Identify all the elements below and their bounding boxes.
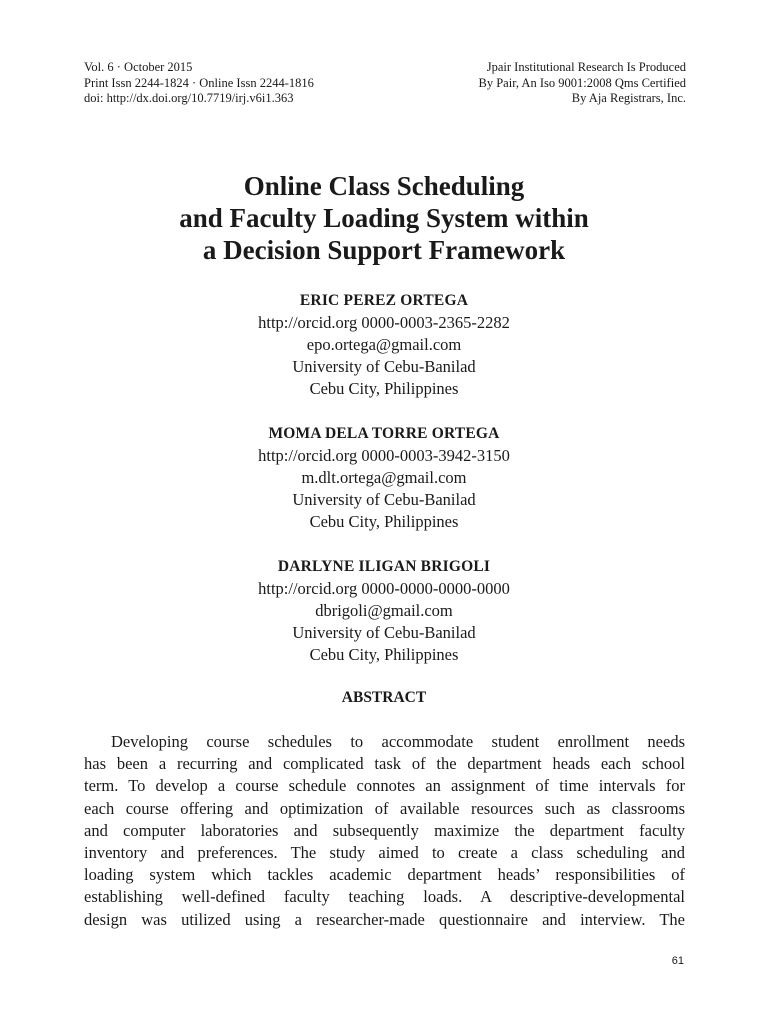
doi-line: doi: http://dx.doi.org/10.7719/irj.v6i1.363 (84, 91, 294, 105)
issn-line: Print Issn 2244-1824 · Online Issn 2244-1816 (84, 75, 314, 90)
author-email: dbrigoli@gmail.com (315, 601, 453, 620)
abstract-line: Developing course schedules to accommodate student enrollment needs (111, 732, 685, 751)
author-block-3 (0, 556, 768, 666)
author-orcid: http://orcid.org 0000-0000-0000-0000 (258, 579, 510, 598)
author-email: epo.ortega@gmail.com (306, 335, 462, 354)
author-orcid: http://orcid.org 0000-0003-2365-2282 (258, 313, 510, 332)
certification-line-3: By Aja Registrars, Inc. (571, 91, 686, 105)
abstract-line: design was utilized using a researcher-made questionnaire and interview. The (84, 909, 685, 929)
author-name: ERIC PEREZ ORTEGA (299, 292, 469, 309)
certification-line-2: By Pair, An Iso 9001:2008 Qms Certified (478, 75, 686, 90)
abstract-line: and computer laboratories and subsequently maximize the department faculty (84, 820, 685, 840)
certification-line-1: Jpair Institutional Research Is Produced (486, 60, 686, 74)
author-location: Cebu City, Philippines (309, 379, 459, 398)
author-location: Cebu City, Philippines (309, 645, 459, 664)
author-location: Cebu City, Philippines (309, 512, 459, 531)
page-number: 61 (671, 955, 684, 967)
journal-info (84, 60, 314, 107)
abstract-line: term. To develop a course schedule connotes an assignment of time intervals for (84, 776, 685, 796)
author-block-1 (0, 290, 768, 400)
author-email: m.dlt.ortega@gmail.com (301, 468, 467, 487)
volume-date: Vol. 6 · October 2015 (84, 60, 193, 74)
certification-info (479, 60, 686, 107)
abstract-heading: ABSTRACT (341, 689, 427, 706)
author-orcid: http://orcid.org 0000-0003-3942-3150 (258, 446, 510, 465)
title-line-3: a Decision Support Framework (202, 235, 566, 265)
author-block-2 (0, 423, 768, 533)
author-affiliation: University of Cebu-Banilad (292, 357, 476, 376)
running-header (84, 60, 686, 110)
abstract-line: each course offering and optimization of available resources such as classrooms (84, 798, 685, 818)
author-affiliation: University of Cebu-Banilad (292, 623, 476, 642)
abstract-line: has been a recurring and complicated task of the department heads each school (84, 754, 685, 774)
abstract-line: loading system which tackles academic department heads’ responsibilities of (84, 865, 685, 885)
paper-title (0, 170, 768, 266)
title-line-2: and Faculty Loading System within (179, 203, 589, 233)
author-name: DARLYNE ILIGAN BRIGOLI (277, 558, 491, 575)
author-name: MOMA DELA TORRE ORTEGA (268, 425, 500, 442)
abstract-line: establishing well-defined faculty teaching loads. A descriptive-developmental (84, 887, 685, 907)
abstract-body (84, 731, 685, 931)
title-line-1: Online Class Scheduling (243, 171, 525, 201)
author-affiliation: University of Cebu-Banilad (292, 490, 476, 509)
abstract-line: inventory and preferences. The study aimed to create a class scheduling and (84, 843, 685, 863)
